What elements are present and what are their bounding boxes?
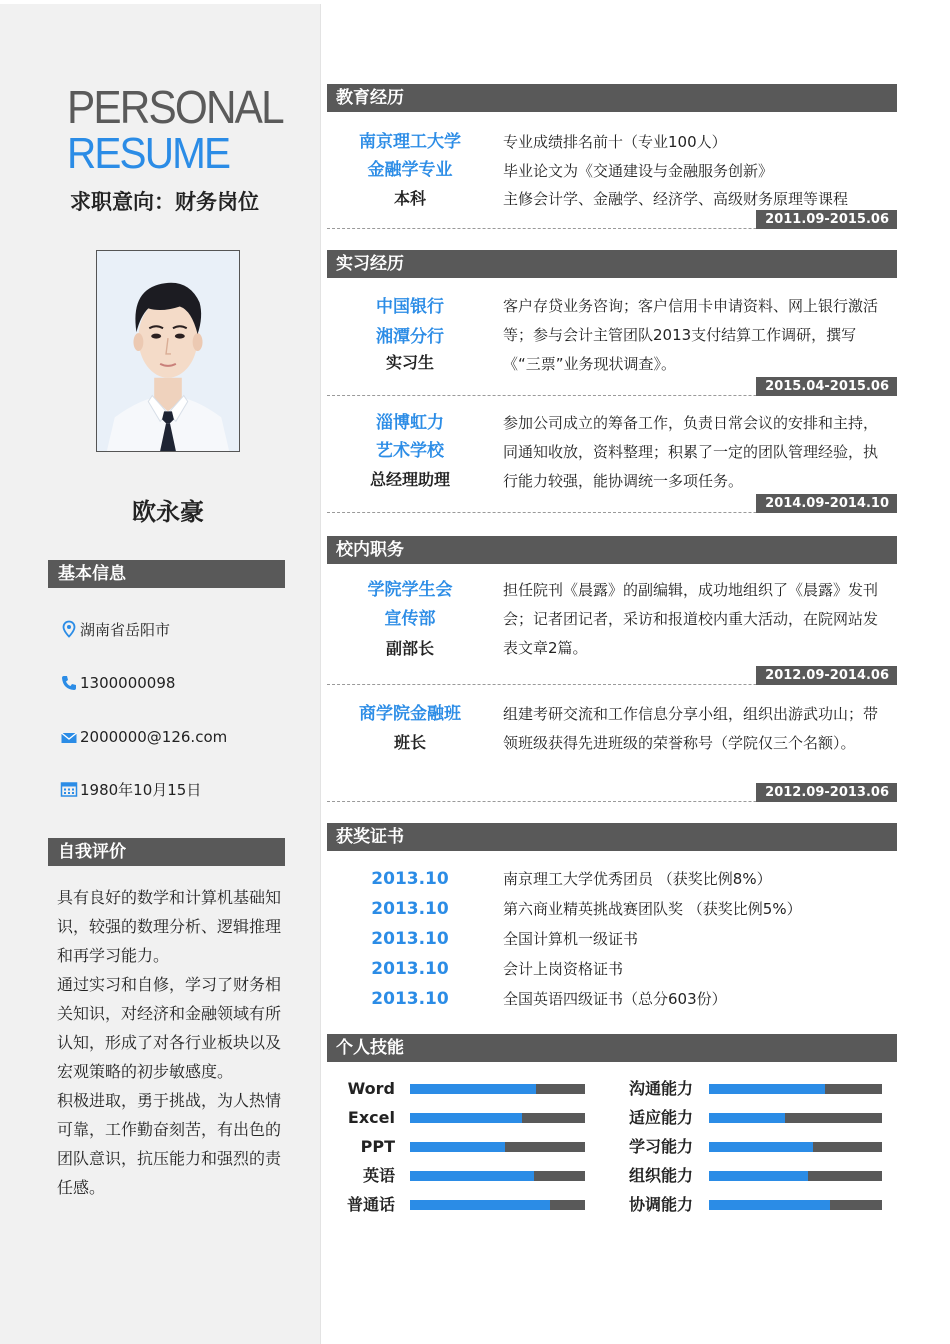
location-pin-icon (60, 620, 78, 638)
entry-description: 担任院刊《晨露》的副编辑，成功地组织了《晨露》发刊会；记者团记者，采访和报道校内重大活动，在院网站发表文章2篇。 (503, 581, 879, 657)
skill-name: PPT (360, 1137, 395, 1156)
skill-row (0, 1078, 950, 1100)
skill-bar-track (709, 1113, 882, 1123)
award-text: 会计上岗资格证书 (503, 960, 624, 978)
date-divider (327, 783, 897, 802)
award-date: 2013.10 (371, 899, 449, 919)
award-text: 南京理工大学优秀团员 （获奖比例8%） (503, 870, 772, 888)
person-name: 欧永豪 (132, 498, 204, 526)
role: 总经理助理 (369, 470, 450, 489)
school-name: 南京理工大学 (359, 132, 461, 152)
skill-name: 组织能力 (628, 1166, 693, 1185)
title-personal: PERSONAL (67, 81, 283, 133)
phone-icon (60, 674, 78, 692)
campus-heading: 校内职务 (327, 536, 897, 564)
role: 副部长 (385, 639, 434, 658)
skill-name: Excel (347, 1108, 395, 1127)
date-divider (327, 666, 897, 685)
skill-bar-track (709, 1084, 882, 1094)
date-badge: 2012.09-2014.06 (756, 666, 897, 685)
skill-row (0, 1165, 950, 1187)
award-date: 2013.10 (371, 869, 449, 889)
award-row (327, 986, 897, 1012)
internship-heading: 实习经历 (327, 250, 897, 278)
skill-bar-fill (709, 1171, 808, 1181)
entry-description: 客户存贷业务咨询；客户信用卡申请资料、网上银行激活等；参与会计主管团队2013支付结算工作调研，撰写《“三票”业务现状调查》。 (503, 297, 879, 373)
self-eval-paragraph: 具有良好的数学和计算机基础知识，较强的数理分析、逻辑推理和再学习能力。 (57, 888, 282, 965)
date-divider (327, 377, 897, 396)
skill-bar-track (709, 1171, 882, 1181)
email-row (60, 725, 227, 749)
award-date: 2013.10 (371, 929, 449, 949)
skill-row (0, 1136, 950, 1158)
location-row (60, 617, 170, 641)
skill-name: 英语 (362, 1166, 395, 1185)
award-date: 2013.10 (371, 989, 449, 1009)
skill-bar-track (709, 1200, 882, 1210)
profile-photo (96, 250, 240, 452)
org-name: 学院学生会 (367, 580, 453, 600)
awards-heading: 获奖证书 (327, 823, 897, 851)
skill-bar-fill (709, 1113, 785, 1123)
date-badge: 2012.09-2013.06 (756, 783, 897, 802)
org-name: 中国银行 (376, 297, 444, 317)
skill-name: 协调能力 (628, 1195, 693, 1214)
skill-bar-fill (709, 1084, 825, 1094)
date-divider (327, 494, 897, 513)
org-department: 宣传部 (384, 609, 436, 629)
org-branch: 湘潭分行 (376, 327, 444, 347)
award-row (327, 926, 897, 952)
skill-name: 沟通能力 (628, 1079, 693, 1098)
skill-name: 适应能力 (628, 1108, 693, 1127)
skills-heading: 个人技能 (327, 1034, 897, 1062)
calendar-icon (60, 780, 78, 798)
skill-name: 学习能力 (628, 1137, 693, 1156)
birthday-row (60, 777, 201, 801)
role: 班长 (393, 733, 426, 752)
date-divider (327, 210, 897, 229)
org-branch: 艺术学校 (376, 441, 444, 461)
skill-bar-fill (709, 1200, 830, 1210)
award-date: 2013.10 (371, 959, 449, 979)
major-name: 金融学专业 (367, 160, 453, 180)
award-text: 全国英语四级证书（总分603份） (503, 990, 727, 1008)
skill-name: 普通话 (346, 1195, 395, 1214)
self-eval-heading: 自我评价 (48, 838, 285, 866)
skill-bar-track (709, 1142, 882, 1152)
education-line: 主修会计学、金融学、经济学、高级财务原理等课程 (503, 190, 849, 208)
award-row (327, 956, 897, 982)
job-intent: 求职意向：财务岗位 (70, 190, 259, 214)
award-text: 第六商业精英挑战赛团队奖 （获奖比例5%） (503, 900, 802, 918)
skill-bar-fill (709, 1142, 813, 1152)
location-text: 湖南省岳阳市 (80, 620, 171, 639)
award-row (327, 896, 897, 922)
skill-name: Word (347, 1079, 395, 1098)
skill-row (0, 1194, 950, 1216)
entry-description: 组建考研交流和工作信息分享小组，组织出游武功山；带领班级获得先进班级的荣誉称号（学院仅三个名额）。 (503, 705, 879, 752)
date-badge: 2015.04-2015.06 (756, 377, 897, 396)
phone-row (60, 671, 175, 695)
org-name: 淄博虹力 (376, 413, 444, 433)
org-name: 商学院金融班 (359, 704, 461, 724)
self-eval-paragraph: 积极进取，勇于挑战，为人热情可靠，工作勤奋刻苦，有出色的团队意识，抗压能力和强烈的责任感。 (57, 1091, 282, 1197)
basic-info-heading: 基本信息 (48, 560, 285, 588)
role: 实习生 (385, 353, 434, 372)
date-badge: 2014.09-2014.10 (756, 494, 897, 513)
phone-text[interactable]: 1300000098 (80, 674, 176, 692)
self-eval-paragraph: 通过实习和自修，学习了财务相关知识，对经济和金融领域有所认知，形成了对各行业板块以及宏观策略的初步敏感度。 (57, 975, 282, 1081)
award-text: 全国计算机一级证书 (503, 930, 639, 948)
education-heading: 教育经历 (327, 84, 897, 112)
education-line: 毕业论文为《交通建设与金融服务创新》 (503, 161, 774, 180)
title-resume: RESUME (67, 129, 230, 178)
skill-row (0, 1107, 950, 1129)
award-row (327, 866, 897, 892)
education-line: 专业成绩排名前十（专业100人） (503, 133, 727, 151)
date-badge: 2011.09-2015.06 (756, 210, 897, 229)
mail-icon (60, 728, 78, 746)
degree: 本科 (393, 189, 426, 208)
birthday-text: 1980年10月15日 (80, 780, 202, 799)
entry-description: 参加公司成立的筹备工作，负责日常会议的安排和主持，同通知收放，资料整理；积累了一定的团队管理经验，执行能力较强，能协调统一多项任务。 (503, 414, 879, 490)
email-text[interactable]: 2000000@126.com (80, 728, 228, 746)
